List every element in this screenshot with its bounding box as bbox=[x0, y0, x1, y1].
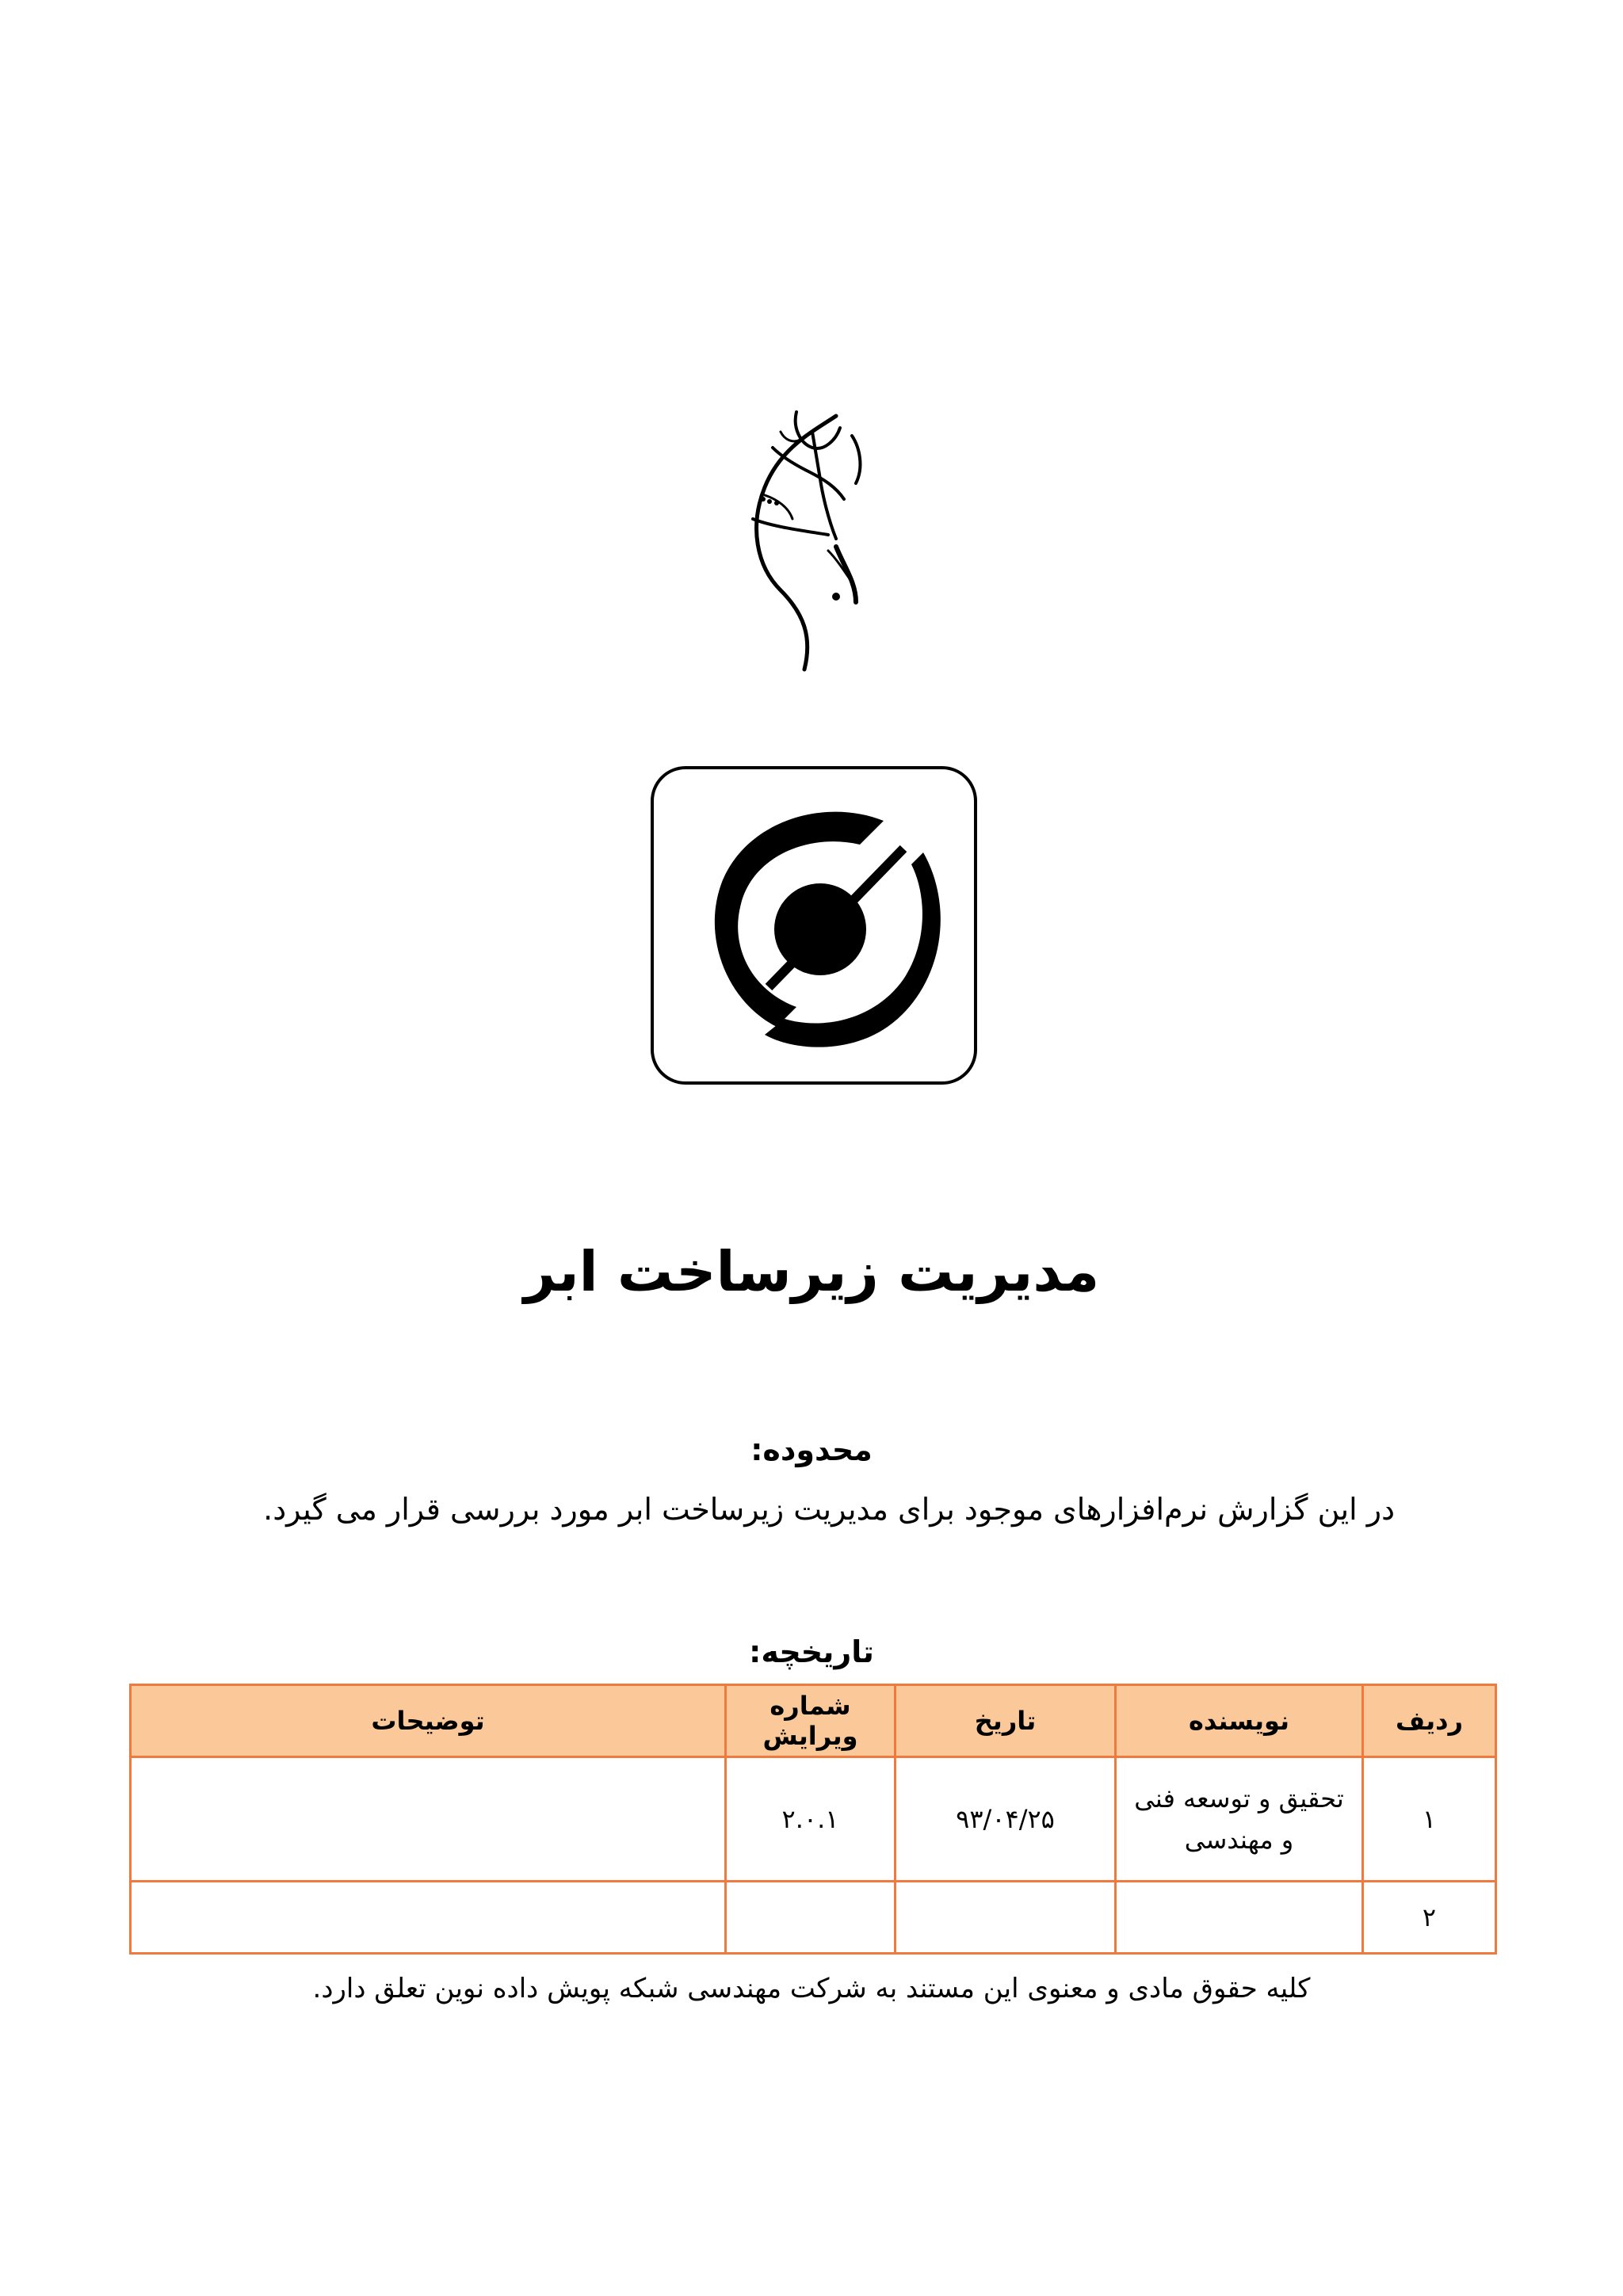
header-row-number: ردیف bbox=[1363, 1685, 1496, 1757]
history-heading: تاریخچه: bbox=[749, 1634, 874, 1669]
table-row bbox=[131, 1757, 1496, 1882]
cell-date bbox=[896, 1882, 1116, 1954]
cell-edition: ۲.۰.۱ bbox=[726, 1757, 896, 1882]
cell-row-number: ۱ bbox=[1363, 1757, 1496, 1882]
header-author: نویسنده bbox=[1116, 1685, 1363, 1757]
history-table bbox=[129, 1684, 1497, 1955]
scope-heading: محدوده: bbox=[750, 1432, 873, 1467]
scope-text: در این گزارش نرم‌افزارهای موجود برای مدیریت زیرساخت ابر مورد بررسی قرار می گیرد. bbox=[263, 1492, 1395, 1527]
cell-description bbox=[131, 1882, 726, 1954]
table-row bbox=[131, 1882, 1496, 1954]
cell-description bbox=[131, 1757, 726, 1882]
cell-edition bbox=[726, 1882, 896, 1954]
cell-author: تحقیق و توسعه فنی و مهندسی bbox=[1116, 1757, 1363, 1882]
document-title: مدیریت زیرساخت ابر bbox=[523, 1239, 1100, 1304]
table-header-row bbox=[131, 1685, 1496, 1757]
header-edition: شماره ویرایش bbox=[726, 1685, 896, 1757]
cell-date: ۹۳/۰۴/۲۵ bbox=[896, 1757, 1116, 1882]
cell-author bbox=[1116, 1882, 1363, 1954]
rights-notice: کلیه حقوق مادی و معنوی این مستند به شرکت مهندسی شبکه پویش داده نوین تعلق دارد. bbox=[312, 1973, 1311, 2004]
bismillah-calligraphy bbox=[717, 400, 884, 673]
header-date: تاریخ bbox=[896, 1685, 1116, 1757]
company-logo bbox=[650, 765, 978, 1085]
header-description: توضیحات bbox=[131, 1685, 726, 1757]
cell-row-number: ۲ bbox=[1363, 1882, 1496, 1954]
